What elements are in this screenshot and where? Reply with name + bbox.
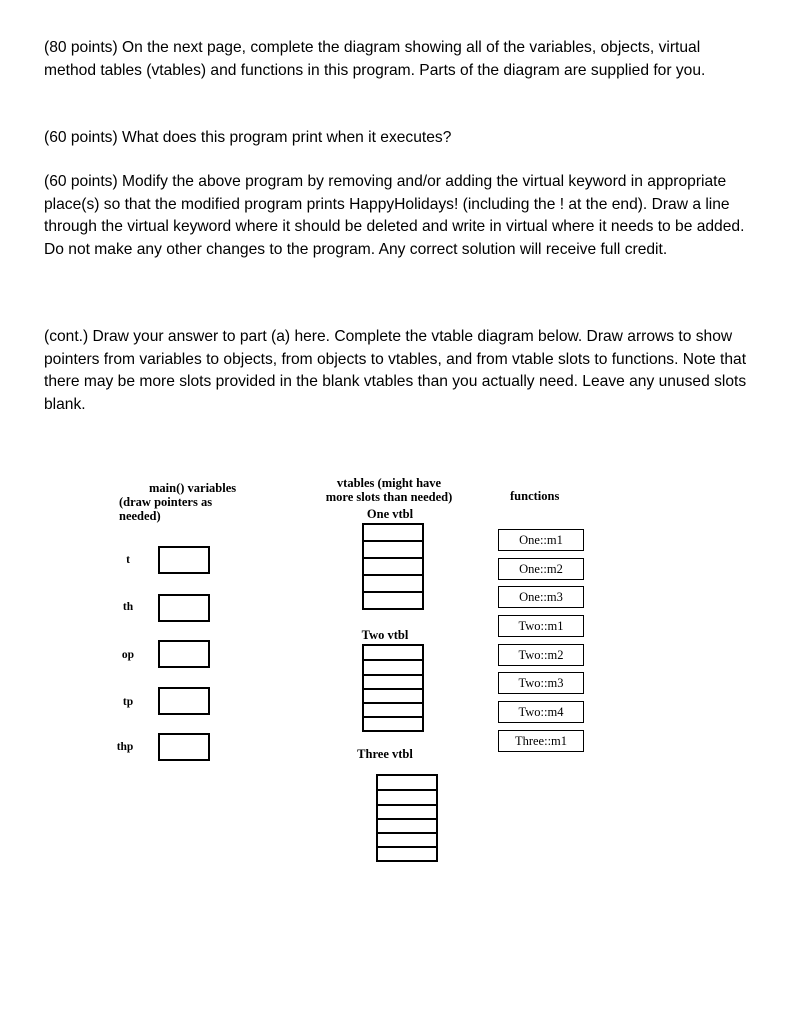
question-part-b-text: (60 points) What does this program print when it executes? bbox=[44, 129, 452, 146]
variable-box-thp bbox=[158, 733, 210, 761]
variable-box-tp bbox=[158, 687, 210, 715]
vtable-slot bbox=[364, 576, 422, 593]
variable-label-t: t bbox=[126, 554, 130, 566]
variable-label-thp: thp bbox=[116, 741, 134, 753]
vtable-slot bbox=[364, 690, 422, 704]
vtable-slot bbox=[378, 820, 436, 834]
three-vtbl bbox=[376, 774, 438, 862]
main-variables-note-line1: (draw pointers as bbox=[119, 495, 213, 509]
function-one-m3: One::m3 bbox=[498, 586, 584, 608]
three-vtbl-label: Three vtbl bbox=[357, 747, 413, 761]
variable-label-tp: tp bbox=[122, 696, 134, 708]
main-variables-note-line2: needed) bbox=[119, 509, 161, 523]
question-part-c-text: (60 points) Modify the above program by removing and/or adding the virtual keyword in appropriate place(s) so that the modified program prints HappyHolidays! (including the ! at the end). Draw a line through the virtual keyword where it should be deleted and write in virtual where it needs to be added. Do not make any other changes to the program. Any correct solution will receive full credit. bbox=[44, 173, 745, 258]
two-vtbl-label: Two vtbl bbox=[361, 628, 409, 642]
variable-box-th bbox=[158, 594, 210, 622]
variable-label-op: op bbox=[121, 649, 135, 661]
vtable-slot bbox=[364, 542, 422, 559]
functions-header: functions bbox=[510, 489, 560, 503]
vtable-slot bbox=[378, 776, 436, 791]
vtable-slot bbox=[364, 676, 422, 690]
main-variables-header: main() variables bbox=[149, 481, 237, 495]
variable-box-op bbox=[158, 640, 210, 668]
function-three-m1: Three::m1 bbox=[498, 730, 584, 752]
vtable-slot bbox=[364, 704, 422, 718]
vtables-header-line2: more slots than needed) bbox=[325, 490, 453, 504]
vtable-slot bbox=[378, 791, 436, 806]
vtable-slot bbox=[378, 834, 436, 848]
one-vtbl-label: One vtbl bbox=[366, 507, 414, 521]
function-two-m1: Two::m1 bbox=[498, 615, 584, 637]
function-one-m2: One::m2 bbox=[498, 558, 584, 580]
one-vtbl bbox=[362, 523, 424, 610]
diagram-instructions-text: (cont.) Draw your answer to part (a) here. Complete the vtable diagram below. Draw arrows to show pointers from variables to objects, from objects to vtables, and from vtable slots to functions. Note that there may be more slots provided in the blank vtables than you actually need. Leave any unused slots blank. bbox=[44, 328, 747, 413]
variable-box-t bbox=[158, 546, 210, 574]
vtable-slot bbox=[364, 559, 422, 576]
vtable-slot bbox=[378, 806, 436, 820]
function-two-m2: Two::m2 bbox=[498, 644, 584, 666]
function-two-m4: Two::m4 bbox=[498, 701, 584, 723]
vtable-slot bbox=[364, 525, 422, 542]
question-part-a-text: (80 points) On the next page, complete the diagram showing all of the variables, objects, virtual method tables (vtables) and functions in this program. Parts of the diagram are supplied for you. bbox=[44, 39, 706, 79]
vtable-slot bbox=[378, 848, 436, 860]
variable-label-th: th bbox=[122, 601, 134, 613]
vtable-slot bbox=[364, 646, 422, 661]
vtables-header-line1: vtables (might have bbox=[336, 476, 442, 490]
function-two-m3: Two::m3 bbox=[498, 672, 584, 694]
two-vtbl bbox=[362, 644, 424, 732]
vtable-slot bbox=[364, 661, 422, 676]
vtable-slot bbox=[364, 593, 422, 608]
function-one-m1: One::m1 bbox=[498, 529, 584, 551]
vtable-slot bbox=[364, 718, 422, 730]
